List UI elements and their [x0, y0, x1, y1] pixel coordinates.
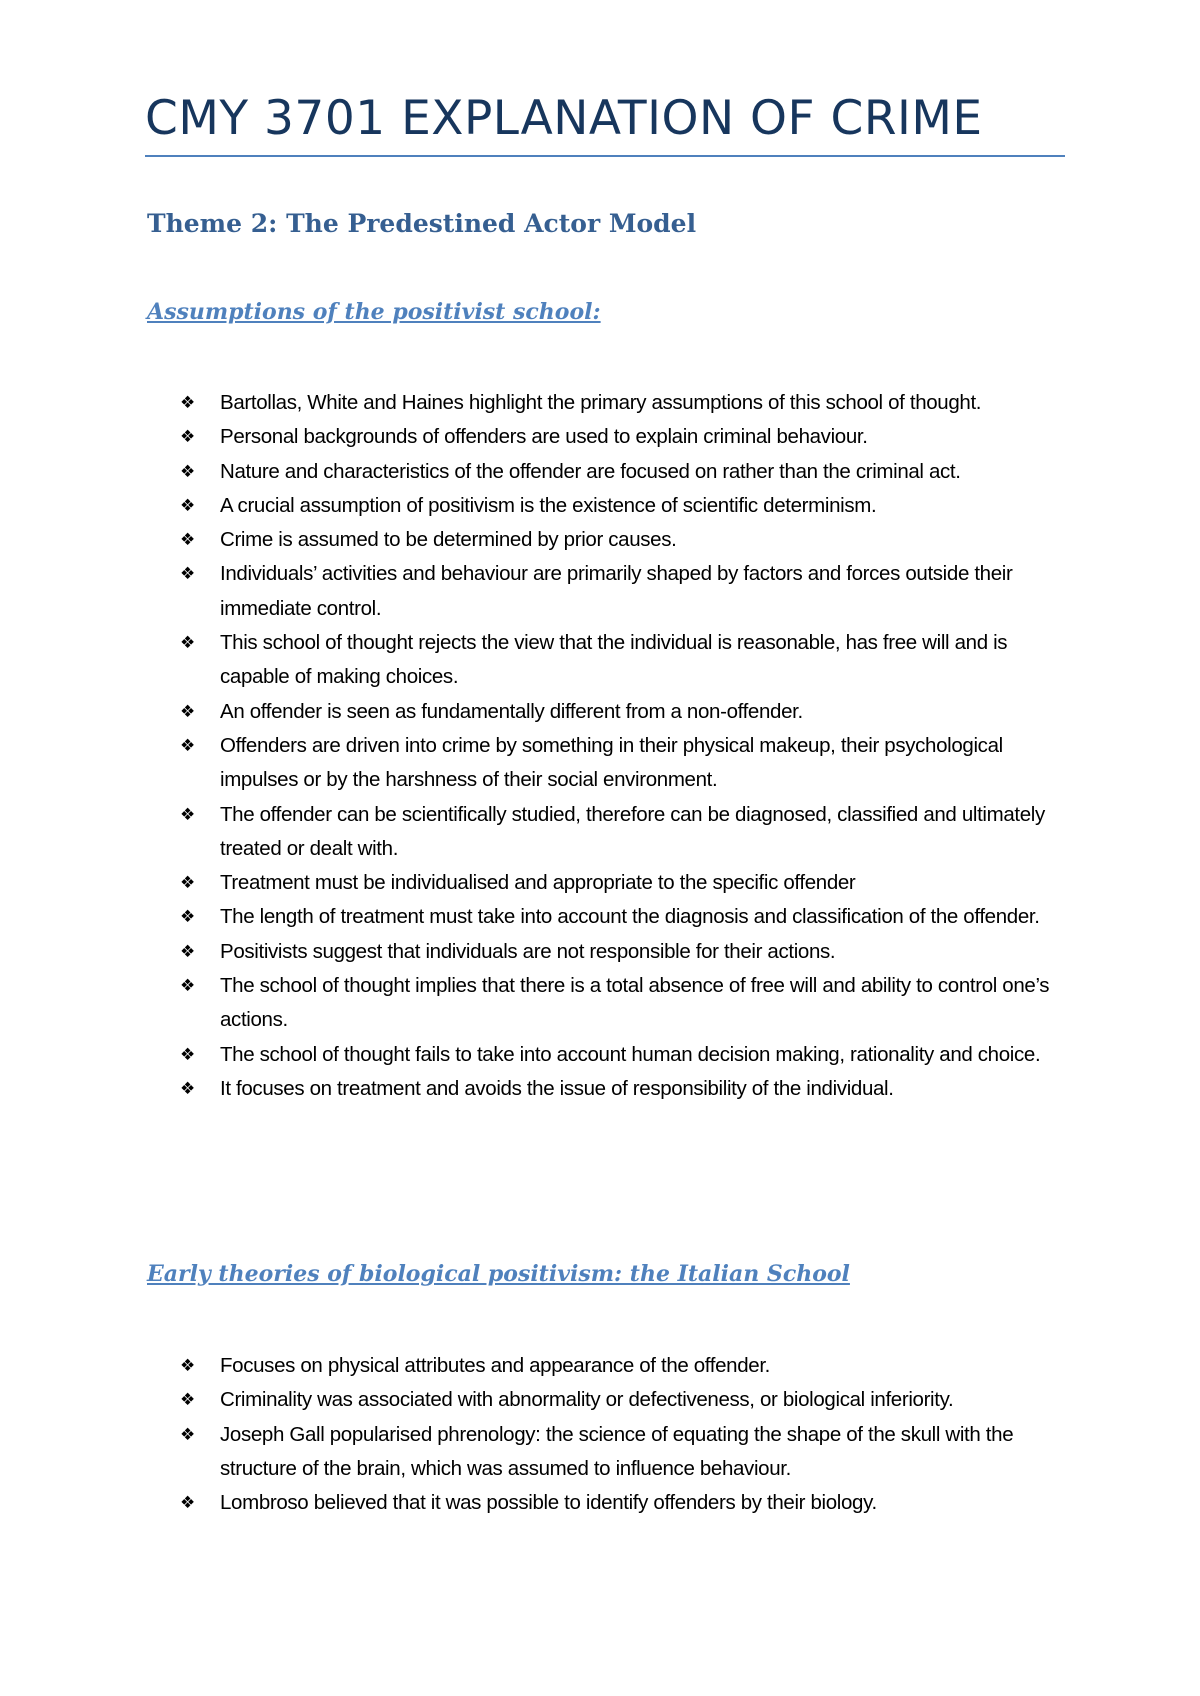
- list-item-text: Individuals’ activities and behaviour are primarily shaped by factors and forces outside their immediate control.: [220, 562, 1013, 620]
- list-item: [180, 1038, 1080, 1072]
- italian-school-list: [180, 1349, 1080, 1520]
- list-item: [180, 626, 1080, 695]
- list-item-text: Offenders are driven into crime by something in their physical makeup, their psychological impulses or by the harshness of their social environment.: [220, 733, 1003, 792]
- list-item: [180, 798, 1080, 867]
- positivist-assumptions-list: [180, 386, 1080, 1106]
- diamond-bullet-icon: ❖: [180, 907, 195, 928]
- list-item-text: The length of treatment must take into account the diagnosis and classification of the offender.: [220, 905, 1040, 929]
- list-item-text: Positivists suggest that individuals are not responsible for their actions.: [220, 939, 836, 963]
- diamond-bullet-icon: ❖: [180, 941, 195, 962]
- diamond-bullet-icon: ❖: [180, 1424, 195, 1445]
- list-item-text: The school of thought fails to take into account human decision making, rationality and choice.: [220, 1042, 1041, 1066]
- list-item: [180, 900, 1080, 934]
- list-item: [180, 1349, 1080, 1383]
- section-heading-italian-school: Early theories of biological positivism: the Italian School: [147, 1261, 850, 1287]
- diamond-bullet-icon: ❖: [180, 1390, 195, 1411]
- list-item: [180, 1486, 1080, 1520]
- list-item-text: The school of thought implies that there is a total absence of free will and ability to control one’s actions.: [220, 974, 1050, 1032]
- diamond-bullet-icon: ❖: [180, 1078, 195, 1099]
- diamond-bullet-icon: ❖: [180, 804, 195, 825]
- diamond-bullet-icon: ❖: [180, 701, 195, 722]
- diamond-bullet-icon: ❖: [180, 461, 195, 482]
- list-item-text: An offender is seen as fundamentally different from a non-offender.: [220, 699, 803, 723]
- diamond-bullet-icon: ❖: [180, 633, 195, 654]
- list-item: [180, 935, 1080, 969]
- diamond-bullet-icon: ❖: [180, 1356, 195, 1376]
- diamond-bullet-icon: ❖: [180, 564, 195, 585]
- list-item: [180, 386, 1080, 420]
- list-item: [180, 557, 1080, 626]
- list-item: [180, 1418, 1080, 1487]
- diamond-bullet-icon: ❖: [180, 393, 195, 413]
- list-item-text: Joseph Gall popularised phrenology: the science of equating the shape of the skull with the structure of the brain, which was assumed to influence behaviour.: [220, 1422, 1014, 1480]
- list-item: [180, 1383, 1080, 1417]
- diamond-bullet-icon: ❖: [180, 495, 195, 516]
- theme-heading: Theme 2: The Predestined Actor Model: [147, 209, 697, 238]
- list-item: [180, 969, 1080, 1038]
- list-item-text: Bartollas, White and Haines highlight the primary assumptions of this school of thought.: [220, 391, 982, 414]
- diamond-bullet-icon: ❖: [180, 976, 195, 997]
- list-item: [180, 523, 1080, 557]
- list-item-text: Nature and characteristics of the offender are focused on rather than the criminal act.: [220, 459, 961, 483]
- list-item: [180, 729, 1080, 798]
- list-item: [180, 695, 1080, 729]
- list-item-text: A crucial assumption of positivism is the existence of scientific determinism.: [220, 493, 877, 517]
- section-heading-positivist-assumptions: Assumptions of the positivist school:: [147, 299, 601, 325]
- diamond-bullet-icon: ❖: [180, 873, 195, 894]
- diamond-bullet-icon: ❖: [180, 427, 195, 448]
- diamond-bullet-icon: ❖: [180, 530, 195, 551]
- title-underline-rule: [145, 155, 1065, 157]
- list-item: [180, 866, 1080, 900]
- list-item: [180, 489, 1080, 523]
- diamond-bullet-icon: ❖: [180, 1493, 195, 1514]
- list-item-text: It focuses on treatment and avoids the issue of responsibility of the individual.: [220, 1076, 894, 1100]
- list-item: [180, 1072, 1080, 1106]
- list-item-text: Focuses on physical attributes and appearance of the offender.: [220, 1354, 771, 1377]
- list-item-text: This school of thought rejects the view that the individual is reasonable, has free will and is capable of making choices.: [220, 631, 1008, 689]
- list-item: [180, 420, 1080, 454]
- list-item-text: Treatment must be individualised and appropriate to the specific offender: [220, 871, 856, 895]
- diamond-bullet-icon: ❖: [180, 1044, 195, 1065]
- list-item-text: Criminality was associated with abnormality or defectiveness, or biological inferiority.: [220, 1388, 954, 1412]
- list-item-text: Lombroso believed that it was possible to identify offenders by their biology.: [220, 1491, 877, 1515]
- list-item-text: Crime is assumed to be determined by prior causes.: [220, 528, 677, 552]
- list-item: [180, 455, 1080, 489]
- list-item-text: The offender can be scientifically studied, therefore can be diagnosed, classified and ultimately treated or dealt with.: [220, 802, 1045, 860]
- diamond-bullet-icon: ❖: [180, 735, 195, 756]
- document-title: CMY 3701 EXPLANATION OF CRIME: [145, 91, 983, 146]
- list-item-text: Personal backgrounds of offenders are used to explain criminal behaviour.: [220, 425, 868, 449]
